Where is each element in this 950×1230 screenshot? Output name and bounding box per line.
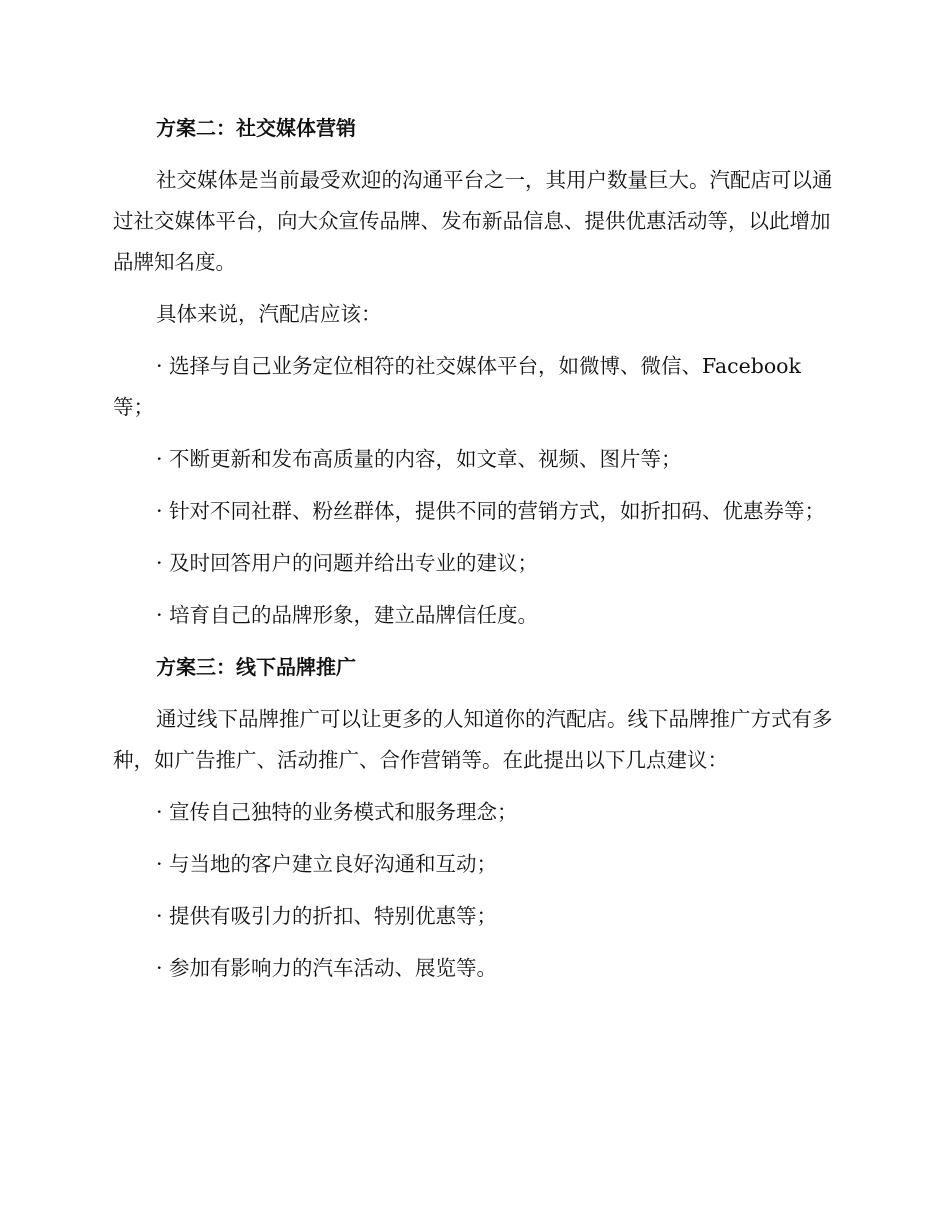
- section-2-bullet-4: · 及时回答用户的问题并给出专业的建议；: [156, 551, 539, 575]
- section-2-heading: 方案二：社交媒体营销: [156, 116, 356, 140]
- section-2-bullet-1: · 选择与自己业务定位相符的社交媒体平台，如微博、微信、Facebook等；: [113, 354, 801, 419]
- section-3-bullet-4: · 参加有影响力的汽车活动、展览等。: [156, 956, 498, 980]
- section-2-bullet-2: · 不断更新和发布高质量的内容，如文章、视频、图片等；: [156, 447, 682, 471]
- section-2-lead: 具体来说，汽配店应该：: [156, 302, 382, 326]
- section-2-intro: 社交媒体是当前最受欢迎的沟通平台之一，其用户数量巨大。汽配店可以通过社交媒体平台，向大众宣传品牌、发布新品信息、提供优惠活动等，以此增加品牌知名度。: [113, 168, 833, 274]
- section-3-intro: 通过线下品牌推广可以让更多的人知道你的汽配店。线下品牌推广方式有多种，如广告推广、活动推广、合作营销等。在此提出以下几点建议：: [113, 707, 833, 772]
- document-body: [113, 108, 833, 1000]
- section-3-heading: 方案三：线下品牌推广: [156, 655, 356, 679]
- section-3-bullet-2: · 与当地的客户建立良好沟通和互动；: [156, 852, 498, 876]
- section-3-bullet-3: · 提供有吸引力的折扣、特别优惠等；: [156, 904, 498, 928]
- section-3-bullet-1: · 宣传自己独特的业务模式和服务理念；: [156, 800, 518, 824]
- section-2-bullet-3: · 针对不同社群、粉丝群体，提供不同的营销方式，如折扣码、优惠券等；: [156, 499, 826, 523]
- section-2-bullet-5: · 培育自己的品牌形象，建立品牌信任度。: [156, 603, 539, 627]
